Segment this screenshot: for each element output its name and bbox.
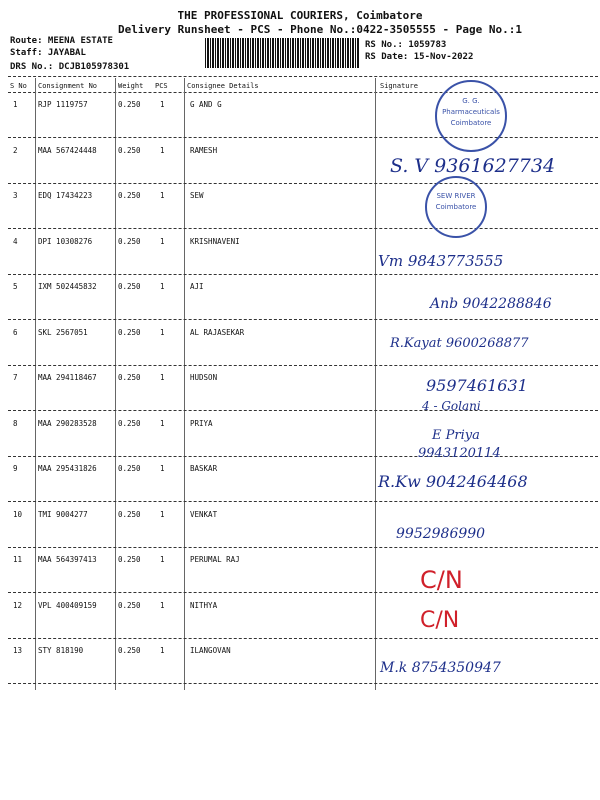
row-pcs: 1 xyxy=(160,327,165,337)
row-rule xyxy=(8,365,598,366)
row-consignment-no: VPL 400409159 xyxy=(38,600,97,610)
signature-7-note: 4 - Golani xyxy=(422,399,481,413)
row-consignee: RAMESH xyxy=(190,145,218,155)
row-rule xyxy=(8,456,598,457)
company-stamp xyxy=(425,176,487,238)
row-sno: 3 xyxy=(13,191,18,200)
company-stamp xyxy=(435,80,507,152)
row-weight: 0.250 xyxy=(118,509,141,519)
row-consignment-no: DPI 10308276 xyxy=(38,236,93,246)
row-rule xyxy=(8,638,598,639)
table-row xyxy=(0,555,600,600)
col-consignment: Consignment No xyxy=(38,82,98,90)
row-consignment-no: STY 818190 xyxy=(38,646,84,655)
company-title: THE PROFESSIONAL COURIERS, Coimbatore xyxy=(177,9,423,22)
row-rule xyxy=(8,501,598,502)
row-rule xyxy=(8,137,598,138)
row-sno: 13 xyxy=(13,646,23,655)
signature-8: E Priya xyxy=(432,428,480,443)
row-consignment-no: TMI 9004277 xyxy=(38,509,88,519)
barcode xyxy=(205,38,360,68)
row-consignment-no: MAA 295431826 xyxy=(38,464,97,473)
rs-number: RS No.: 1059783 xyxy=(365,40,447,50)
row-weight: 0.250 xyxy=(118,327,141,337)
row-consignment-no: MAA 294118467 xyxy=(38,373,97,382)
row-rule xyxy=(8,683,598,684)
row-rule xyxy=(8,274,598,275)
stamp-text: G. G. Pharmaceuticals Coimbatore xyxy=(442,97,500,127)
signature-7: 9597461631 xyxy=(426,376,528,395)
row-pcs: 1 xyxy=(160,600,165,610)
row-consignee: NITHYA xyxy=(190,600,218,610)
row-consignment-no: EDQ 17434223 xyxy=(38,191,93,200)
runsheet-subtitle: Delivery Runsheet - PCS - Phone No.:0422-3505555 - Page No.:1 xyxy=(118,23,522,36)
row-pcs: 1 xyxy=(160,282,165,291)
row-consignment-no: RJP 1119757 xyxy=(38,100,88,109)
table-row xyxy=(0,510,600,555)
rs-date: RS Date: 15-Nov-2022 xyxy=(365,52,474,62)
row-consignee: VENKAT xyxy=(190,509,218,519)
row-sno: 8 xyxy=(13,418,18,428)
row-pcs: 1 xyxy=(160,509,165,519)
row-consignee: KRISHNAVENI xyxy=(190,236,240,246)
stamp-text: SEW RIVER Coimbatore xyxy=(435,192,477,211)
header-bottom-rule xyxy=(8,92,598,93)
drs-number: DRS No.: DCJB105978301 xyxy=(10,62,130,72)
row-consignment-no: SKL 2567051 xyxy=(38,327,88,337)
signature-10: 9952986990 xyxy=(396,526,486,542)
signature-11-cn: C/N xyxy=(420,566,463,594)
row-consignment-no: IXM 502445832 xyxy=(38,282,97,291)
staff-label: Staff: JAYABAL xyxy=(10,48,86,58)
row-pcs: 1 xyxy=(160,464,165,473)
row-pcs: 1 xyxy=(160,236,165,246)
row-consignee: HUDSON xyxy=(190,373,218,382)
row-sno: 9 xyxy=(13,464,18,473)
table-row xyxy=(0,191,600,236)
col-pcs: PCS xyxy=(155,82,168,90)
signature-13: M.k 8754350947 xyxy=(380,660,501,676)
row-weight: 0.250 xyxy=(118,145,141,155)
signature-9: R.Kw 9042464468 xyxy=(378,472,528,491)
row-sno: 1 xyxy=(13,100,18,109)
signature-12-cn: C/N xyxy=(420,608,460,633)
row-consignee: BASKAR xyxy=(190,464,218,473)
row-weight: 0.250 xyxy=(118,236,141,246)
row-pcs: 1 xyxy=(160,646,165,655)
row-weight: 0.250 xyxy=(118,646,141,655)
signature-8-phone: 9943120114 xyxy=(418,446,501,461)
row-pcs: 1 xyxy=(160,191,165,200)
table-row xyxy=(0,646,600,691)
row-consignee: PRIYA xyxy=(190,418,213,428)
row-rule xyxy=(8,319,598,320)
col-weight: Weight xyxy=(118,82,144,90)
row-pcs: 1 xyxy=(160,373,165,382)
table-row xyxy=(0,419,600,464)
row-sno: 12 xyxy=(13,600,23,610)
row-weight: 0.250 xyxy=(118,100,141,109)
row-rule xyxy=(8,183,598,184)
row-weight: 0.250 xyxy=(118,282,141,291)
row-consignee: AL RAJASEKAR xyxy=(190,327,245,337)
table-row xyxy=(0,601,600,646)
row-sno: 2 xyxy=(13,145,18,155)
row-consignee: ILANGOVAN xyxy=(190,646,231,655)
row-pcs: 1 xyxy=(160,100,165,109)
row-consignee: PERUMAL RAJ xyxy=(190,555,240,564)
row-consignment-no: MAA 290283528 xyxy=(38,418,97,428)
header-top-rule xyxy=(8,76,598,77)
row-pcs: 1 xyxy=(160,555,165,564)
row-consignment-no: MAA 567424448 xyxy=(38,145,97,155)
row-consignment-no: MAA 564397413 xyxy=(38,555,97,564)
row-pcs: 1 xyxy=(160,418,165,428)
row-consignee: SEW xyxy=(190,191,204,200)
row-weight: 0.250 xyxy=(118,600,141,610)
row-sno: 11 xyxy=(13,555,23,564)
row-weight: 0.250 xyxy=(118,418,141,428)
row-sno: 7 xyxy=(13,373,18,382)
signature-4: Vm 9843773555 xyxy=(378,252,504,270)
row-rule xyxy=(8,547,598,548)
route-label: Route: MEENA ESTATE xyxy=(10,36,113,46)
signature-6: R.Kayat 9600268877 xyxy=(390,336,529,351)
row-sno: 6 xyxy=(13,327,18,337)
col-details: Consignee Details xyxy=(187,82,259,90)
row-weight: 0.250 xyxy=(118,373,141,382)
row-rule xyxy=(8,592,598,593)
signature-5: Anb 9042288846 xyxy=(430,296,552,312)
row-sno: 10 xyxy=(13,509,23,519)
row-consignee: AJI xyxy=(190,282,204,291)
signature-2: S. V 9361627734 xyxy=(390,155,556,177)
row-pcs: 1 xyxy=(160,145,165,155)
col-sno: S No xyxy=(10,82,27,90)
row-sno: 4 xyxy=(13,236,18,246)
col-signature: Signature xyxy=(380,82,418,90)
table-row xyxy=(0,237,600,282)
row-weight: 0.250 xyxy=(118,464,141,473)
row-weight: 0.250 xyxy=(118,555,141,564)
row-rule xyxy=(8,410,598,411)
row-rule xyxy=(8,228,598,229)
table-row xyxy=(0,100,600,145)
row-consignee: G AND G xyxy=(190,100,222,109)
row-sno: 5 xyxy=(13,282,18,291)
row-weight: 0.250 xyxy=(118,191,141,200)
